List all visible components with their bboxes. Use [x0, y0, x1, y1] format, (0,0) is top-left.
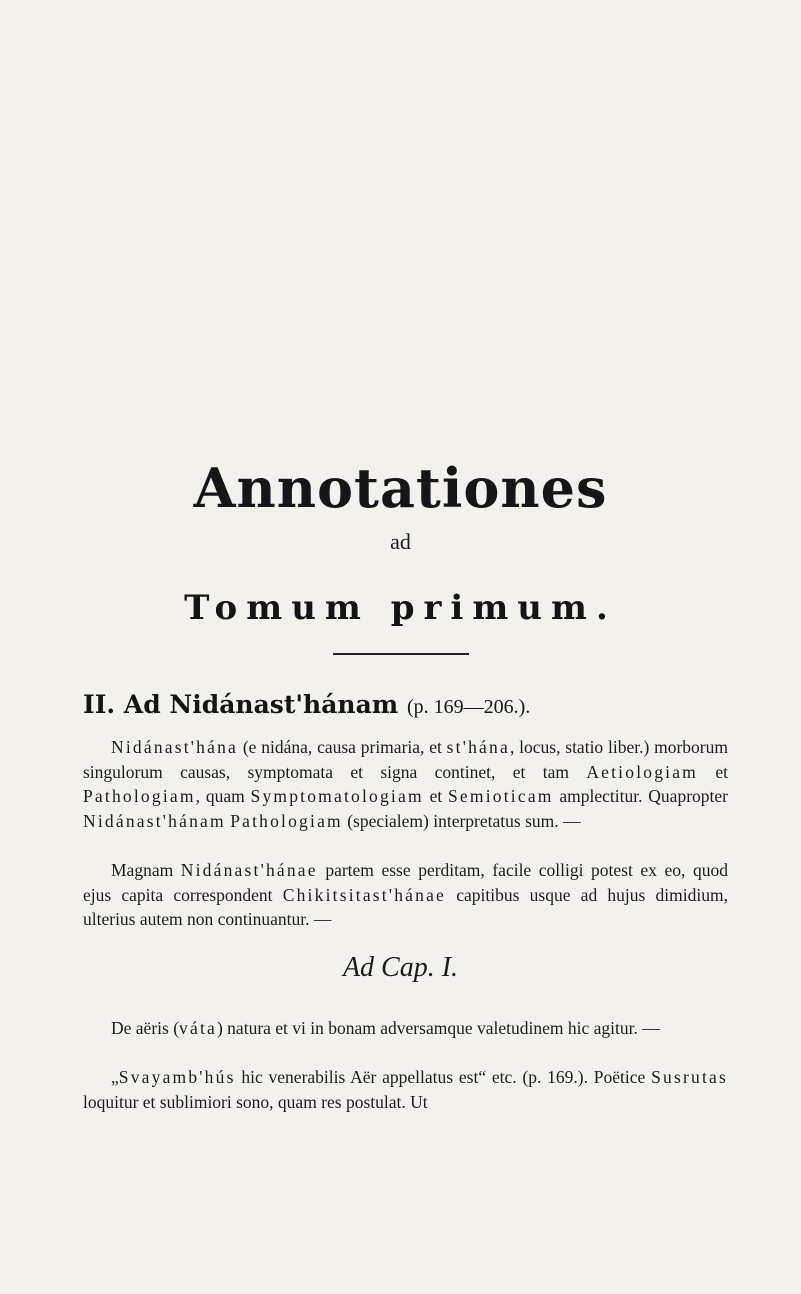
spaced-term: Symptomatologiam: [250, 786, 424, 807]
spaced-term: Semioticam: [448, 786, 554, 807]
section-title: II. Ad Nidánast'hánam: [83, 690, 399, 719]
spaced-term: st'hána: [446, 737, 510, 757]
divider-rule: [333, 653, 469, 655]
spaced-term: váta: [179, 1018, 217, 1038]
paragraph-chapter-1: [83, 1016, 728, 1041]
paragraph-text: amplectitur. Quapropter: [553, 786, 728, 807]
spaced-term: Chikitsitast'hánae: [282, 884, 447, 905]
spaced-term: Pathologiam: [230, 810, 343, 831]
spaced-term: Svayamb'hús: [118, 1067, 236, 1087]
paragraph-text: et: [698, 761, 728, 782]
paragraph-text: , quam: [195, 786, 251, 807]
spaced-term: Nidánast'hánam: [83, 810, 226, 831]
paragraph-text: capitibus usque ad hujus dimidium, ulterius autem non continuantur. —: [83, 884, 728, 930]
spaced-term: Aetiologiam: [586, 761, 698, 782]
paragraph-text: „: [111, 1067, 119, 1087]
section-page-range: (p. 169—206.).: [406, 696, 531, 718]
spaced-term: Nidánast'hána: [111, 737, 238, 757]
paragraph-intro: [83, 735, 728, 833]
chapter-heading: Ad Cap. I.: [342, 952, 459, 983]
section-heading: [83, 688, 783, 724]
paragraph-text: hic venerabilis Aër appellatus est“ etc. (p. 169.). Poëtice: [235, 1067, 652, 1087]
spaced-term: Nidánast'hánae: [180, 860, 318, 880]
title-connector: ad: [390, 529, 411, 554]
paragraph-text: partem esse perditam, facile colligi potest ex eo, quod ejus capita correspondent: [83, 860, 728, 905]
paragraph-text: Magnam: [111, 860, 181, 880]
paragraph-text: et: [423, 786, 448, 807]
paragraph-text: , locus, statio liber.) morborum singulorum causas, symptomata et signa continet, et tam: [83, 737, 728, 782]
paragraph-chapter-2: [83, 1065, 728, 1114]
paragraph-text: De aëris (: [111, 1018, 180, 1038]
spaced-term: Pathologiam: [83, 786, 196, 807]
paragraph-text: (specialem) interpretatus sum. —: [342, 810, 581, 831]
page-subtitle: Tomum primum.: [184, 588, 617, 628]
paragraph-text: ) natura et vi in bonam adversamque valetudinem hic agitur. —: [216, 1018, 660, 1038]
paragraph-text: (e nidána, causa primaria, et: [238, 737, 447, 757]
page-title: Annotationes: [193, 456, 608, 520]
paragraph-second: [83, 858, 728, 932]
spaced-term: Susrutas: [651, 1067, 728, 1087]
paragraph-text: loquitur et sublimiori sono, quam res postulat. Ut: [83, 1091, 428, 1112]
